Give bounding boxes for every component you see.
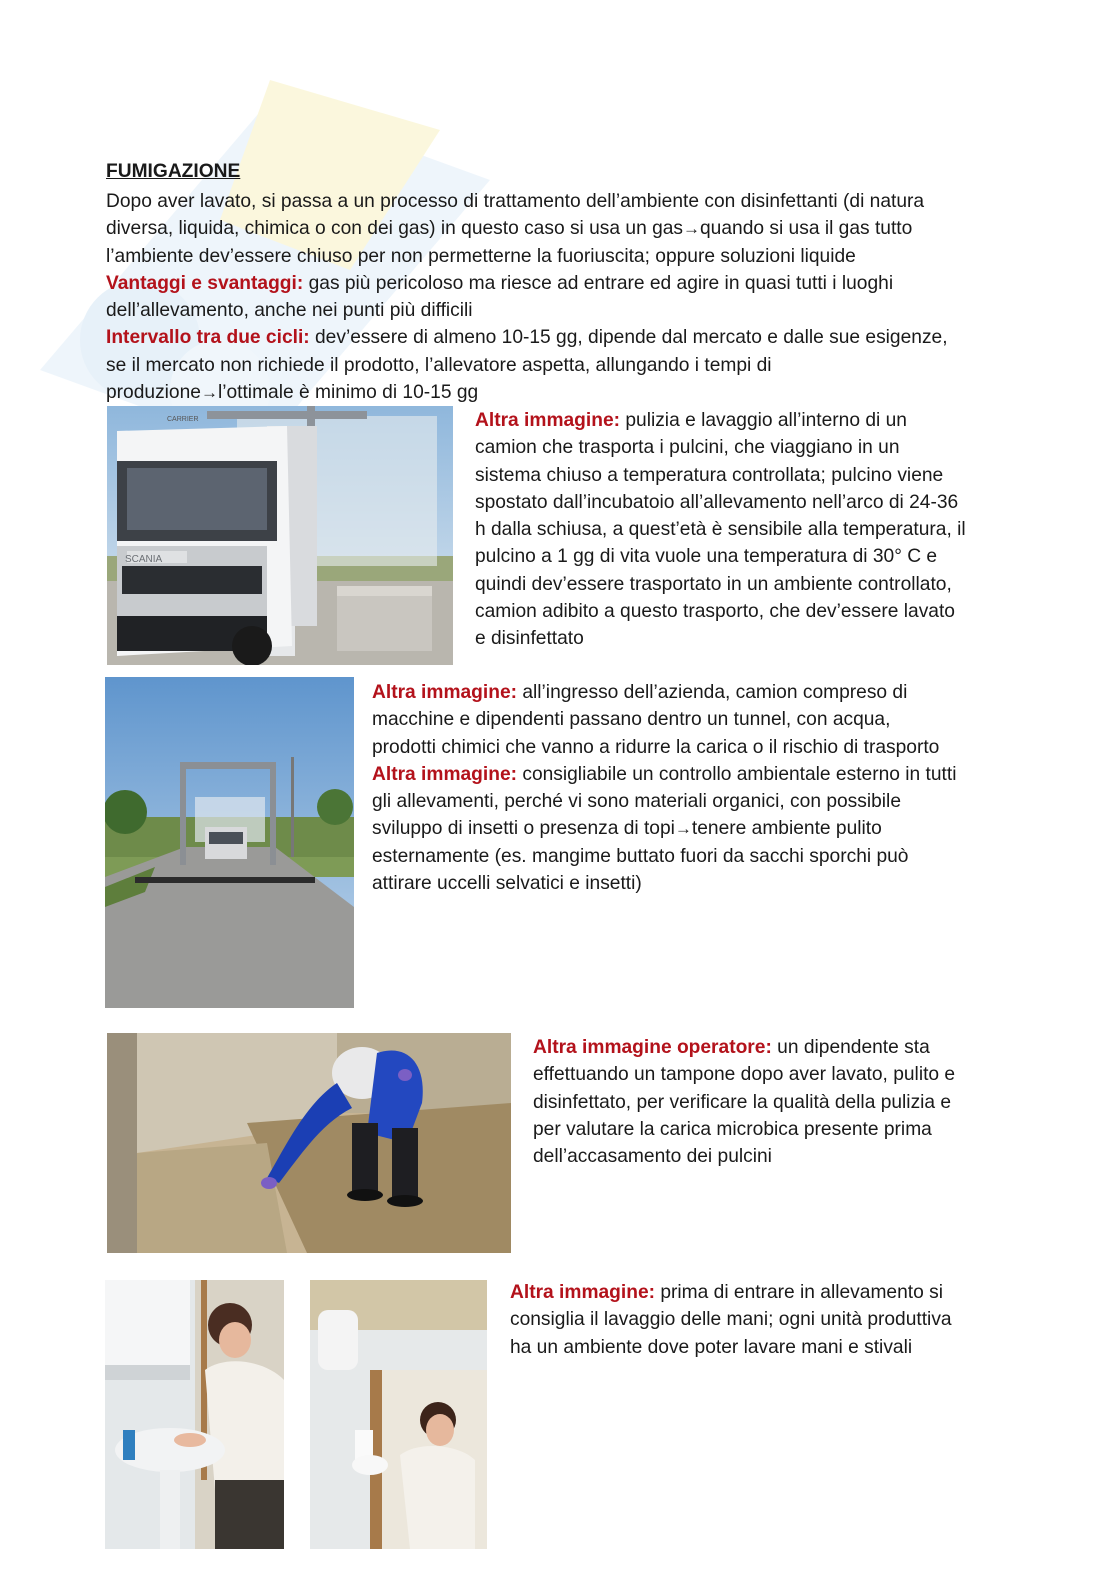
intro-paragraph <box>106 188 1006 406</box>
section1-line: Altra immagine: pulizia e lavaggio all’interno di un <box>475 410 907 431</box>
vantaggi-line: dell’allevamento, anche nei punti più difficili <box>106 300 473 322</box>
section2-line: macchine e dipendenti passano dentro un tunnel, con acqua, <box>372 709 891 731</box>
intro-line: diversa, liquida, chimica o con dei gas) in questo caso si usa un gas→quando si usa il gas tutto <box>106 218 913 240</box>
intro-line: l’ambiente dev’essere chiuso per non permetterne la fuoriuscita; oppure soluzioni liquide <box>106 245 856 267</box>
section2-line: Altra immagine: consigliabile un controllo ambientale esterno in tutti <box>372 763 957 785</box>
section1-line: h dalla schiusa, a quest’età è sensibile alla temperatura, il <box>475 519 966 541</box>
section1-text <box>475 407 1015 653</box>
intervallo-line: produzione→l’ottimale è minimo di 10-15 gg <box>106 382 479 404</box>
section2-text <box>372 679 1022 897</box>
section4-line: Altra immagine: prima di entrare in allevamento si <box>510 1282 943 1303</box>
section1-line: sistema chiuso a temperatura controllata; pulcino viene <box>475 464 944 486</box>
section3-line: dell’accasamento dei pulcini <box>533 1146 772 1168</box>
section2-line: Altra immagine: all’ingresso dell’azienda, camion compreso di <box>372 682 908 703</box>
intervallo-line: Intervallo tra due cicli: dev’essere di almeno 10-15 gg, dipende dal mercato e dalle sue esigenze, <box>106 327 948 349</box>
section2-line: sviluppo di insetti o presenza di topi→tenere ambiente pulito <box>372 818 882 840</box>
section2-line: esternamente (es. mangime buttato fuori da sacchi sporchi può <box>372 845 909 867</box>
truck-brand-text: SCANIA <box>125 554 163 565</box>
truck-photo <box>107 406 453 665</box>
operator-photo <box>107 1033 511 1253</box>
section1-line: quindi dev’essere trasportato in un ambiente controllato, <box>475 573 952 595</box>
section4-line: ha un ambiente dove poter lavare mani e stivali <box>510 1336 913 1358</box>
arrow-icon: → <box>200 383 218 403</box>
section1-line: camion che trasporta i pulcini, che viaggiano in un <box>475 437 900 459</box>
section2-line: attirare uccelli selvatici e insetti) <box>372 873 642 895</box>
section4-text <box>510 1279 1010 1361</box>
handdry-photo <box>310 1280 487 1549</box>
section-heading: FUMIGAZIONE <box>106 161 241 182</box>
section1-line: e disinfettato <box>475 628 584 650</box>
arrow-icon: → <box>674 819 692 839</box>
section1-line: camion adibito a questo trasporto, che dev’essere lavato <box>475 601 955 623</box>
section2-line: prodotti chimici che vanno a ridurre la carica o il rischio di trasporto <box>372 736 940 758</box>
vantaggi-line: Vantaggi e svantaggi: gas più pericoloso ma riesce ad entrare ed agire in quasi tutti i luoghi <box>106 272 894 294</box>
tunnel-photo <box>105 677 354 1008</box>
section3-line: Altra immagine operatore: un dipendente sta <box>533 1037 930 1058</box>
arrow-icon: → <box>683 219 701 239</box>
truck-cab-text: CARRIER <box>167 416 199 423</box>
section1-line: spostato dall’incubatoio all’allevamento nell’arco di 24-36 <box>475 491 959 513</box>
section3-text <box>533 1034 1013 1170</box>
section4-line: consiglia il lavaggio delle mani; ogni unità produttiva <box>510 1309 952 1331</box>
section3-line: disinfettato, per verificare la qualità della pulizia e <box>533 1091 952 1113</box>
intro-line: Dopo aver lavato, si passa a un processo di trattamento dell’ambiente con disinfettanti (di natura <box>106 191 925 212</box>
handwash-photo <box>105 1280 284 1549</box>
section1-line: pulcino a 1 gg di vita vuole una temperatura di 30° C e <box>475 546 938 568</box>
intervallo-line: se il mercato non richiede il prodotto, l’allevatore aspetta, allungando i tempi di <box>106 354 772 376</box>
section3-line: per valutare la carica microbica presente prima <box>533 1118 932 1140</box>
section3-line: effettuando un tampone dopo aver lavato, pulito e <box>533 1064 956 1086</box>
section2-line: gli allevamenti, perché vi sono materiali organici, con possibile <box>372 791 901 813</box>
